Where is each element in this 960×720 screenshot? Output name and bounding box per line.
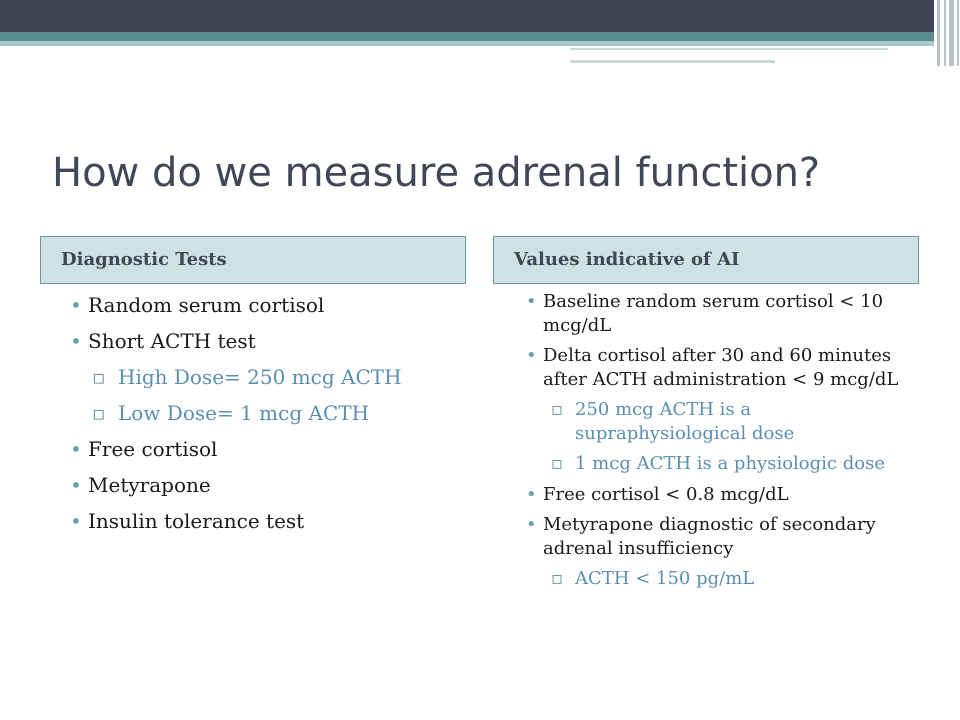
accent-band-light bbox=[0, 41, 960, 46]
decorative-vertical-bars bbox=[934, 0, 960, 66]
list-item: • Free cortisol bbox=[88, 436, 468, 462]
list-item: • Delta cortisol after 30 and 60 minutes after ACTH administration < 9 mcg/dL bbox=[543, 344, 913, 391]
list-item: • Insulin tolerance test bbox=[88, 508, 468, 534]
decorative-line bbox=[570, 60, 775, 63]
sub-list-item: ▫ Low Dose= 1 mcg ACTH bbox=[118, 400, 468, 426]
list-item: • Metyrapone bbox=[88, 472, 468, 498]
diagnostic-tests-list bbox=[88, 292, 468, 534]
sub-list-item: ▫ High Dose= 250 mcg ACTH bbox=[118, 364, 468, 390]
sub-list-item: ▫ ACTH < 150 pg/mL bbox=[575, 567, 913, 591]
list-item: • Metyrapone diagnostic of secondary adrenal insufficiency bbox=[543, 513, 913, 560]
list-item: • Baseline random serum cortisol < 10 mcg/dL bbox=[543, 290, 913, 337]
accent-band bbox=[0, 32, 960, 41]
list-item: • Random serum cortisol bbox=[88, 292, 468, 318]
top-decorative-bar bbox=[0, 0, 960, 32]
sub-list-item: ▫ 1 mcg ACTH is a physiologic dose bbox=[575, 452, 913, 476]
column-header-diagnostic-tests: Diagnostic Tests bbox=[40, 236, 466, 284]
values-list bbox=[543, 290, 913, 591]
slide-title: How do we measure adrenal function? bbox=[52, 150, 821, 196]
column-header-values: Values indicative of AI bbox=[493, 236, 919, 284]
sub-list-item: ▫ 250 mcg ACTH is a supraphysiological dose bbox=[575, 398, 913, 445]
decorative-line bbox=[570, 48, 888, 50]
list-item: • Free cortisol < 0.8 mcg/dL bbox=[543, 483, 913, 507]
list-item: • Short ACTH test bbox=[88, 328, 468, 354]
